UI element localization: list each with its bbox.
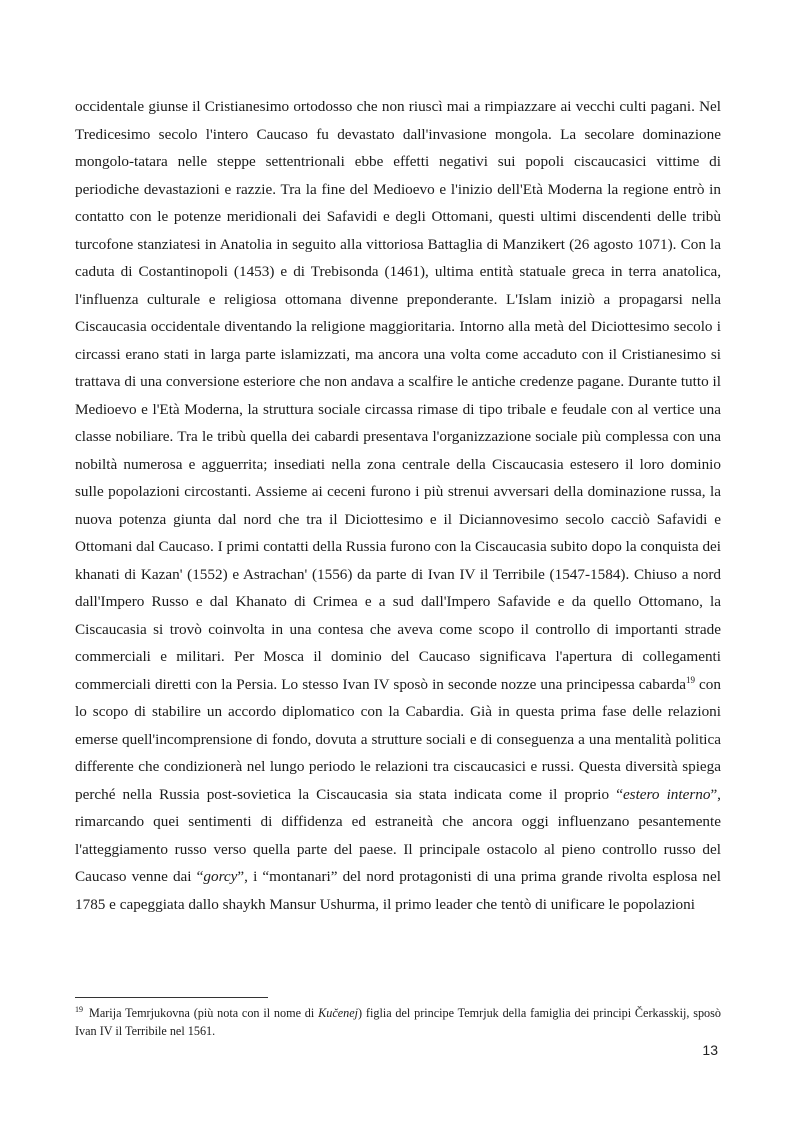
body-text-part-2: con lo scopo di stabilire un accordo diplomatico con la Cabardia. Già in questa prima fase delle relazioni emerse quell'incomprensione di fondo, dovuta a strutture sociali e di conseguenza a una mentalità politica differente che condizionerà nel lungo periodo le relazioni tra ciscaucasici e russi. Questa diversità spiega perché nella Russia post-sovietica la Ciscaucasia sia stata indicata come il proprio “: [75, 675, 721, 803]
body-text-part-1: occidentale giunse il Cristianesimo ortodosso che non riuscì mai a rimpiazzare ai vecchi culti pagani. Nel Tredicesimo secolo l'intero Caucaso fu devastato dall'invasione mongola. La secolare dominazione mongolo-tatara nelle steppe settentrionali ebbe effetti negativi sui popoli ciscaucasici vittime di periodiche devastazioni e razzie. Tra la fine del Medioevo e l'inizio dell'Età Moderna la regione entrò in contatto con le potenze meridionali dei Safavidi e degli Ottomani, questi ultimi discendenti delle tribù turcofone stanziatesi in Anatolia in seguito alla vittoriosa Battaglia di Manzikert (26 agosto 1071). Con la caduta di Costantinopoli (1453) e di Trebisonda (1461), ultima entità statuale greca in terra anatolica, l'influenza culturale e religiosa ottomana divenne preponderante. L'Islam iniziò a propagarsi nella Ciscaucasia occidentale diventando la religione maggioritaria. Intorno alla metà del Diciottesimo secolo i circassi erano stati in larga parte islamizzati, ma ancora una volta come accaduto con il Cristianesimo si trattava di una conversione esteriore che non andava a scalfire le antiche credenze pagane. Durante tutto il Medioevo e l'Età Moderna, la struttura sociale circassa rimase di tipo tribale e feudale con al vertice una classe nobiliare. Tra le tribù quella dei cabardi presentava l'organizzazione sociale più complessa con una nobiltà numerosa e agguerrita; insediati nella zona centrale della Ciscaucasia estesero il loro dominio sulle popolazioni circostanti. Assieme ai ceceni furono i più strenui avversari della dominazione russa, la nuova potenza giunta dal nord che tra il Diciottesimo e il Diciannovesimo secolo cacciò Safavidi e Ottomani dal Caucaso. I primi contatti della Russia furono con la Ciscaucasia subito dopo la conquista dei khanati di Kazan' (1552) e Astrachan' (1556) da parte di Ivan IV il Terribile (1547-1584). Chiuso a nord dall'Impero Russo e dal Khanato di Crimea e a sud dall'Impero Safavide e da quello Ottomano, la Ciscaucasia si trovò coinvolta in una contesa che aveva come scopo il controllo di importanti strade commerciali e militari. Per Mosca il dominio del Caucaso significava l'apertura di collegamenti commerciali diretti con la Persia. Lo stesso Ivan IV sposò in seconde nozze una principessa cabarda: [75, 98, 721, 693]
footnote-italic-name: Kučenej: [318, 1006, 359, 1020]
body-text-part-4: ”, i “montanari” del nord protagonisti di una prima grande rivolta esplosa nel 1785 e capeggiata dallo shaykh Mansur Ushurma, il primo leader che tentò di unificare le popolazioni: [75, 868, 721, 913]
italic-term-estero-interno: estero interno: [622, 785, 711, 803]
body-paragraph: [75, 93, 721, 918]
footnote-separator: [75, 997, 268, 998]
footnote-reference: 19: [686, 674, 695, 685]
page-number: 13: [702, 1042, 718, 1058]
footnote-number: 19: [75, 1005, 83, 1014]
footnote-text-part-1: Marija Temrjukovna (più nota con il nome di: [89, 1006, 319, 1020]
body-text-part-3: ”, rimarcando quei sentimenti di diffidenza ed estraneità che ancora oggi influenzano pesantemente l'atteggiamento russo verso quella parte del paese. Il principale ostacolo al pieno controllo russo del Caucaso venne dai “: [75, 785, 721, 885]
footnote-text-part-2: ) figlia del principe Temrjuk della famiglia dei principi Čerkasskij, sposò Ivan IV il Terribile nel 1561.: [75, 1006, 721, 1038]
footnote: [75, 1004, 721, 1040]
italic-term-gorcy: gorcy: [203, 868, 238, 885]
